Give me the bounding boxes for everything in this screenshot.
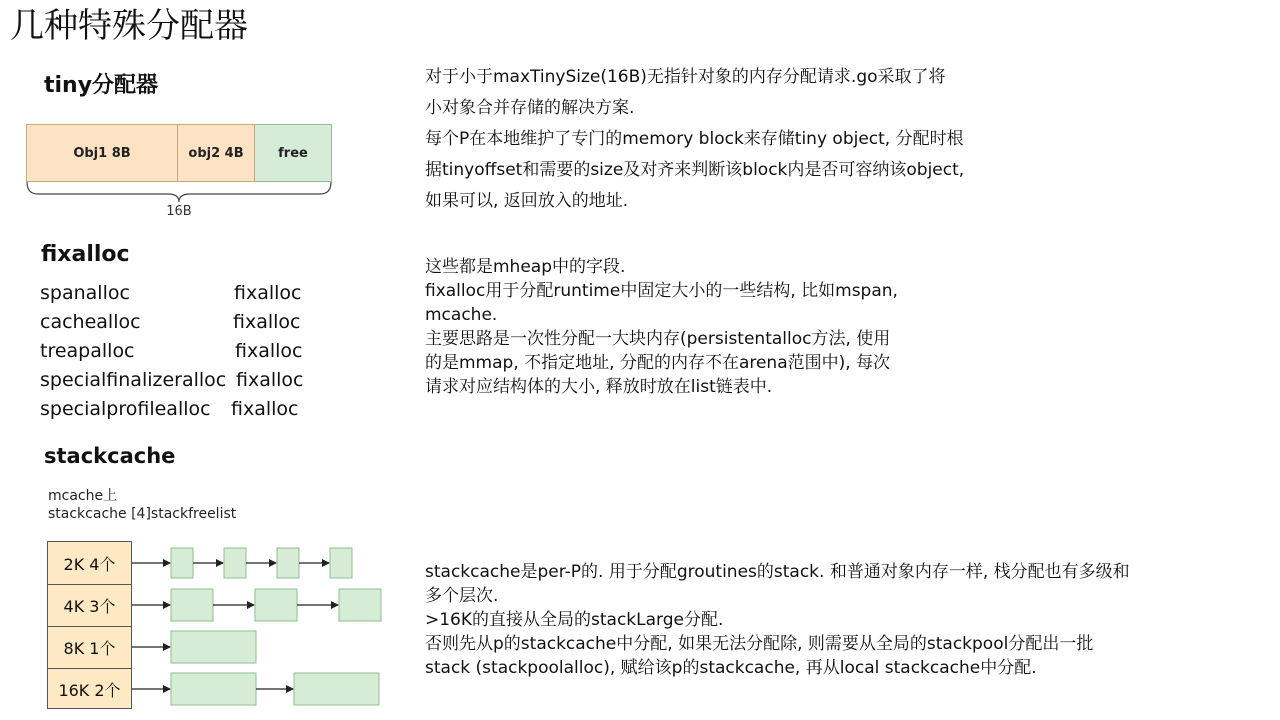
stackcache-heading: stackcache <box>44 444 176 468</box>
tiny-description-line: 每个P在本地维护了专门的memory block来存储tiny object, 分配时根 <box>425 129 964 149</box>
stackcache-size-classes <box>47 541 132 709</box>
fixalloc-description-line: mcache. <box>425 305 498 325</box>
freelist-stack-node <box>255 589 297 621</box>
fixalloc-field-name: specialprofilealloc <box>40 398 211 420</box>
stackcache-freelists <box>132 548 381 705</box>
freelist-stack-node <box>224 548 246 578</box>
fixalloc-field-name: specialfinalizeralloc <box>40 369 227 391</box>
fixalloc-heading: fixalloc <box>41 242 130 267</box>
stackcache-description <box>425 560 1130 680</box>
tiny-description-line: 如果可以, 返回放入的地址. <box>425 191 629 211</box>
stack-size-class: 2K 4个 <box>63 554 116 574</box>
freelist-stack-node <box>330 548 352 578</box>
fixalloc-field-name: spanalloc <box>40 282 130 304</box>
freelist-stack-node <box>171 673 256 705</box>
fixalloc-field-type: fixalloc <box>231 398 299 420</box>
freelist-stack-node <box>171 589 213 621</box>
stack-size-class: 16K 2个 <box>48 668 131 710</box>
tiny-total-size: 16B <box>166 204 192 219</box>
stackcache-note-line: mcache上 <box>48 488 118 504</box>
stackcache-description-line: >16K的直接从全局的stackLarge分配. <box>425 610 724 630</box>
stack-size-class: 4K 3个 <box>48 584 131 626</box>
stackcache-description-line: 否则先从p的stackcache中分配, 如果无法分配除, 则需要从全局的stackpool分配出一批 <box>425 634 1094 654</box>
freelist-stack-node <box>277 548 299 578</box>
stackcache-description-line: stackcache是per-P的. 用于分配groutines的stack. 和普通对象内存一样, 栈分配也有多级和 <box>425 562 1130 582</box>
fixalloc-field-name: treapalloc <box>40 340 135 362</box>
tiny-segment-free: free <box>255 124 332 182</box>
fixalloc-field-type: fixalloc <box>233 311 301 333</box>
fixalloc-description-line: 的是mmap, 不指定地址, 分配的内存不在arena范围中), 每次 <box>425 353 891 373</box>
fixalloc-description-line: fixalloc用于分配runtime中固定大小的一些结构, 比如mspan, <box>425 281 898 301</box>
tiny-segment-obj2: obj2 4B <box>178 124 255 182</box>
freelist-stack-node <box>171 548 193 578</box>
fixalloc-description-line: 这些都是mheap中的字段. <box>425 257 626 277</box>
tiny-description-line: 对于小于maxTinySize(16B)无指针对象的内存分配请求.go采取了将 <box>425 67 946 87</box>
fixalloc-field-type: fixalloc <box>235 340 303 362</box>
tiny-heading: tiny分配器 <box>44 73 159 98</box>
fixalloc-field-type: fixalloc <box>236 369 304 391</box>
stackcache-description-line: stack (stackpoolalloc), 赋给该p的stackcache, 再从local stackcache中分配. <box>425 658 1037 678</box>
fixalloc-field-name: cachealloc <box>40 311 141 333</box>
fixalloc-description-line: 主要思路是一次性分配一大块内存(persistentalloc方法, 使用 <box>425 329 891 349</box>
slide-title: 几种特殊分配器 <box>10 6 248 46</box>
stack-size-class: 8K 1个 <box>48 626 131 668</box>
freelist-stack-node <box>171 631 256 663</box>
stackcache-note-line: stackcache [4]stackfreelist <box>48 506 237 522</box>
tiny-segment-obj1: Obj1 8B <box>26 124 178 182</box>
freelist-stack-node <box>339 589 381 621</box>
tiny-description-line: 小对象合并存储的解决方案. <box>425 98 635 118</box>
fixalloc-description-line: 请求对应结构体的大小, 释放时放在list链表中. <box>425 377 773 397</box>
freelist-stack-node <box>294 673 379 705</box>
tiny-description-line: 据tinyoffset和需要的size及对齐来判断该block内是否可容纳该object, <box>425 160 965 180</box>
stackcache-description-line: 多个层次. <box>425 586 499 606</box>
fixalloc-field-type: fixalloc <box>234 282 302 304</box>
